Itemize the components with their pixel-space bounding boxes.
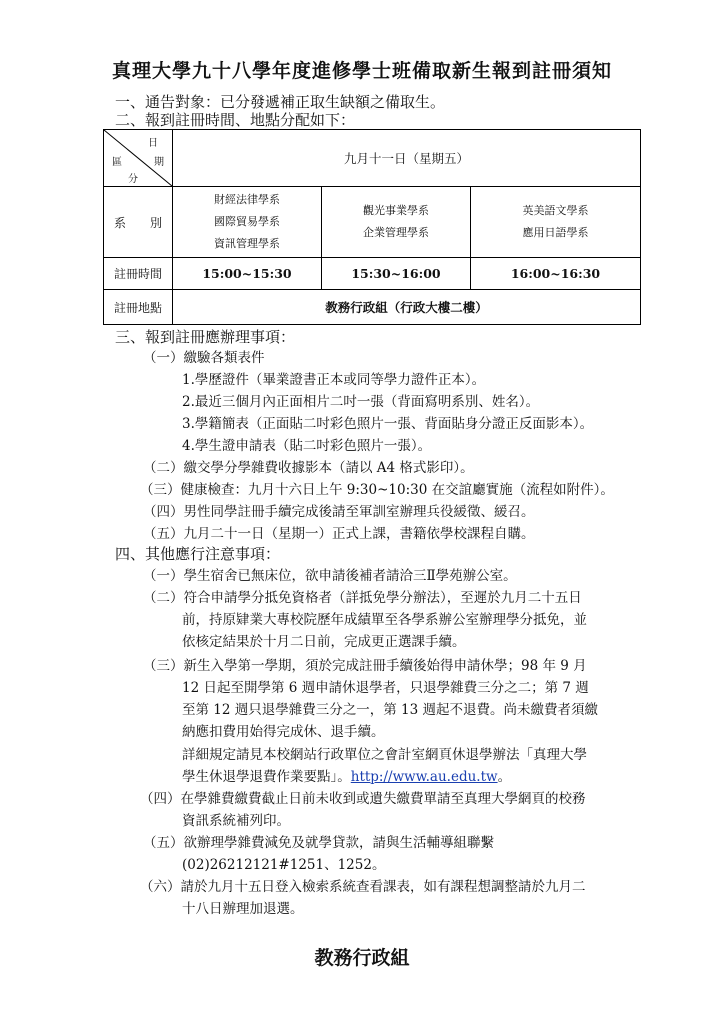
dept-name: 應用日語學系	[522, 226, 589, 239]
document-list-item: 2.最近三個月內正面相片二吋一張（背面寫明系別、姓名）。	[182, 394, 540, 410]
section-4-item-2: （二）符合申請學分抵免資格者（詳抵免學分辦法），至遲於九月二十五日	[143, 590, 582, 606]
section-4-item-5-cont: (02)26212121#1251、1252。	[182, 857, 386, 873]
section-4-item-3-cont: 12 日起至開學第 6 週申請休退學者，只退學雜費三分之二；第 7 週	[182, 680, 589, 696]
section-4-item-6-cont: 十八日辦理加退選。	[182, 901, 304, 917]
section-4-item-3-cont: 納應扣費用始得完成休、退手續。	[182, 724, 385, 740]
dept-group-1	[173, 187, 322, 258]
section-4-item-5: （五）欲辦理學雜費減免及就學貸款，請與生活輔導組聯繫	[143, 835, 494, 851]
section-3-item-4: （四）男性同學註冊手續完成後請至軍訓室辦理兵役緩徵、緩召。	[143, 504, 535, 520]
sentence-end: 。	[497, 769, 512, 785]
place-row-label: 註冊地點	[104, 290, 173, 325]
section-4-heading: 四、其他應行注意事項：	[115, 545, 281, 563]
dept-row-label: 系 別	[104, 187, 173, 258]
document-list-item: 1.學歷證件（畢業證書正本或同等學力證件正本）。	[182, 372, 486, 388]
corner-label-bottom: 分	[128, 174, 138, 185]
section-3-item-2: （二）繳交學分學雜費收據影本（請以 A4 格式影印）。	[143, 460, 474, 476]
dept-group-3	[471, 187, 641, 258]
regulation-name: 學生休退學退費作業要點」。	[182, 769, 351, 785]
time-slot-3: 16:00~16:30	[471, 258, 641, 290]
document-list-item: 3.學籍簡表（正面貼二吋彩色照片一張、背面貼身分證正反面影本）。	[182, 416, 594, 432]
section-2-heading: 二、報到註冊時間、地點分配如下：	[115, 111, 356, 129]
section-4-item-3: （三）新生入學第一學期，須於完成註冊手續後始得申請休學；98 年 9 月	[143, 658, 587, 674]
dept-name: 英美語文學系	[522, 204, 589, 217]
dept-name: 企業管理學系	[363, 226, 429, 239]
registration-place: 教務行政組（行政大樓二樓）	[173, 290, 641, 325]
section-4-item-3-cont: 至第 12 週只退學雜費三分之一，第 13 週起不退費。尚未繳費者須繳	[182, 702, 599, 718]
corner-label-mid: 期	[154, 157, 164, 168]
section-4-item-4-cont: 資訊系統補列印。	[182, 813, 290, 829]
document-title: 真理大學九十八學年度進修學士班備取新生報到註冊須知	[111, 60, 612, 82]
section-3-item-3: （三）健康檢查：九月十六日上午 9:30~10:30 在交誼廳實施（流程如附件）。	[140, 482, 614, 498]
section-1-target: 一、通告對象：已分發遞補正取生缺額之備取生。	[115, 93, 446, 111]
section-4-item-3-cont	[182, 765, 511, 785]
corner-label-left: 區	[112, 157, 122, 168]
time-slot-2: 15:30~16:00	[322, 258, 471, 290]
date-header: 九月十一日（星期五）	[173, 130, 641, 187]
section-4-item-3-cont: 詳細規定請見本校網站行政單位之會計室網頁休退學辦法「真理大學	[182, 747, 587, 763]
section-3-heading: 三、報到註冊應辦理事項：	[115, 328, 296, 346]
section-3-item-1: （一）繳驗各類表件	[143, 350, 265, 366]
section-4-item-4: （四）在學雜費繳費截止日前未收到或遺失繳費單請至真理大學網頁的校務	[140, 791, 586, 807]
section-4-item-6: （六）請於九月十五日登入檢索系統查看課表，如有課程想調整請於九月二	[140, 879, 586, 895]
dept-group-2	[322, 187, 471, 258]
section-3-item-5: （五）九月二十一日（星期一）正式上課，書籍依學校課程自購。	[143, 526, 535, 542]
dept-name: 資訊管理學系	[214, 237, 280, 250]
document-list-item: 4.學生證申請表（貼二吋彩色照片一張）。	[182, 438, 432, 454]
section-4-item-2-cont: 依核定結果於十月二日前，完成更正選課手續。	[182, 634, 466, 650]
university-website-link[interactable]: http://www.au.edu.tw	[350, 769, 498, 785]
table-corner-cell	[104, 130, 173, 187]
issuing-office-signature: 教務行政組	[314, 947, 410, 969]
section-4-item-2-cont: 前，持原肄業大專校院歷年成績單至各學系辦公室辦理學分抵免，並	[182, 612, 587, 628]
dept-name: 國際貿易學系	[214, 215, 280, 228]
time-slot-1: 15:00~15:30	[173, 258, 322, 290]
section-4-item-1: （一）學生宿舍已無床位，欲申請後補者請洽三Ⅱ學苑辦公室。	[143, 568, 517, 584]
dept-name: 觀光事業學系	[363, 204, 429, 217]
corner-label-top: 日	[148, 138, 158, 149]
time-row-label: 註冊時間	[104, 258, 173, 290]
registration-table	[103, 129, 641, 325]
dept-name: 財經法律學系	[214, 193, 280, 206]
